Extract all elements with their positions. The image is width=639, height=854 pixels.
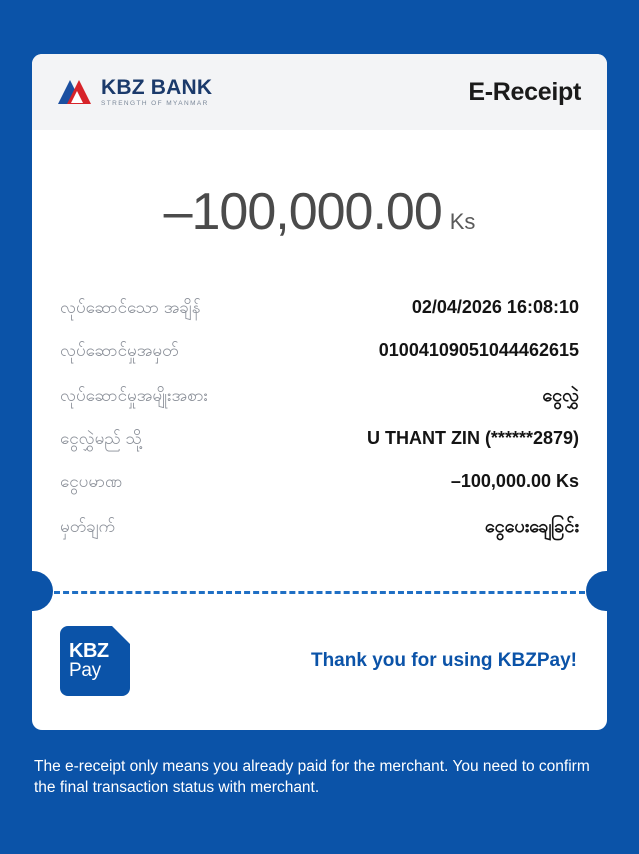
thank-you-message: Thank you for using KBZPay! <box>310 650 577 671</box>
page-title: E-Receipt <box>468 77 581 106</box>
kbzpay-logo-bottom: Pay <box>69 659 101 681</box>
receipt-footer <box>32 608 607 730</box>
kbz-triangle-icon <box>58 77 92 107</box>
detail-label-transaction-time: လုပ်ဆောင်သော အချိန် <box>60 298 201 317</box>
receipt-header <box>32 54 607 130</box>
bank-tagline: STRENGTH OF MYANMAR <box>101 99 209 107</box>
detail-value-transfer-to: U THANT ZIN (******2879) <box>366 428 579 448</box>
kbzpay-logo-top: KBZ <box>69 639 109 662</box>
bank-name: KBZ BANK <box>101 75 213 99</box>
kbzpay-logo <box>60 626 130 696</box>
kbzpay-corner-fold <box>112 626 130 644</box>
detail-value-transaction-type: ငွေလွှဲ <box>542 385 579 405</box>
detail-label-remark: မှတ်ချက် <box>60 517 116 536</box>
detail-list <box>32 288 607 570</box>
disclaimer-text: The e-receipt only means you already paid for the merchant. You need to confirm the final transaction status with merchant. <box>34 758 590 797</box>
detail-value-remark: ငွေပေးချေခြင်း <box>484 516 579 536</box>
detail-row <box>60 419 579 462</box>
detail-row <box>60 288 579 331</box>
detail-value-transaction-time: 02/04/2026 16:08:10 <box>411 297 579 317</box>
detail-row <box>60 374 579 419</box>
amount-currency: Ks <box>449 209 476 234</box>
detail-row <box>60 331 579 374</box>
detail-label-transaction-id: လုပ်ဆောင်မှုအမှတ် <box>60 341 179 360</box>
detail-row <box>60 462 579 505</box>
kbz-bank-logo <box>58 77 212 108</box>
receipt-card <box>32 54 607 730</box>
amount-value: –100,000.00 <box>163 183 442 241</box>
detail-label-amount: ငွေပမာဏ <box>60 472 123 491</box>
detail-label-transfer-to: ငွေလွှဲမည် သို့ <box>60 429 142 448</box>
detail-label-transaction-type: လုပ်ဆောင်မှုအမျိုးအစား <box>60 386 209 405</box>
brand-text <box>101 77 212 108</box>
detail-value-amount: –100,000.00 Ks <box>450 471 579 491</box>
dashed-line <box>54 591 585 594</box>
amount-block <box>32 130 607 288</box>
notch-right <box>586 571 607 611</box>
detail-value-transaction-id: 01004109051044462615 <box>378 340 579 360</box>
perforation-divider <box>32 574 607 608</box>
notch-left <box>32 571 53 611</box>
detail-row <box>60 505 579 550</box>
